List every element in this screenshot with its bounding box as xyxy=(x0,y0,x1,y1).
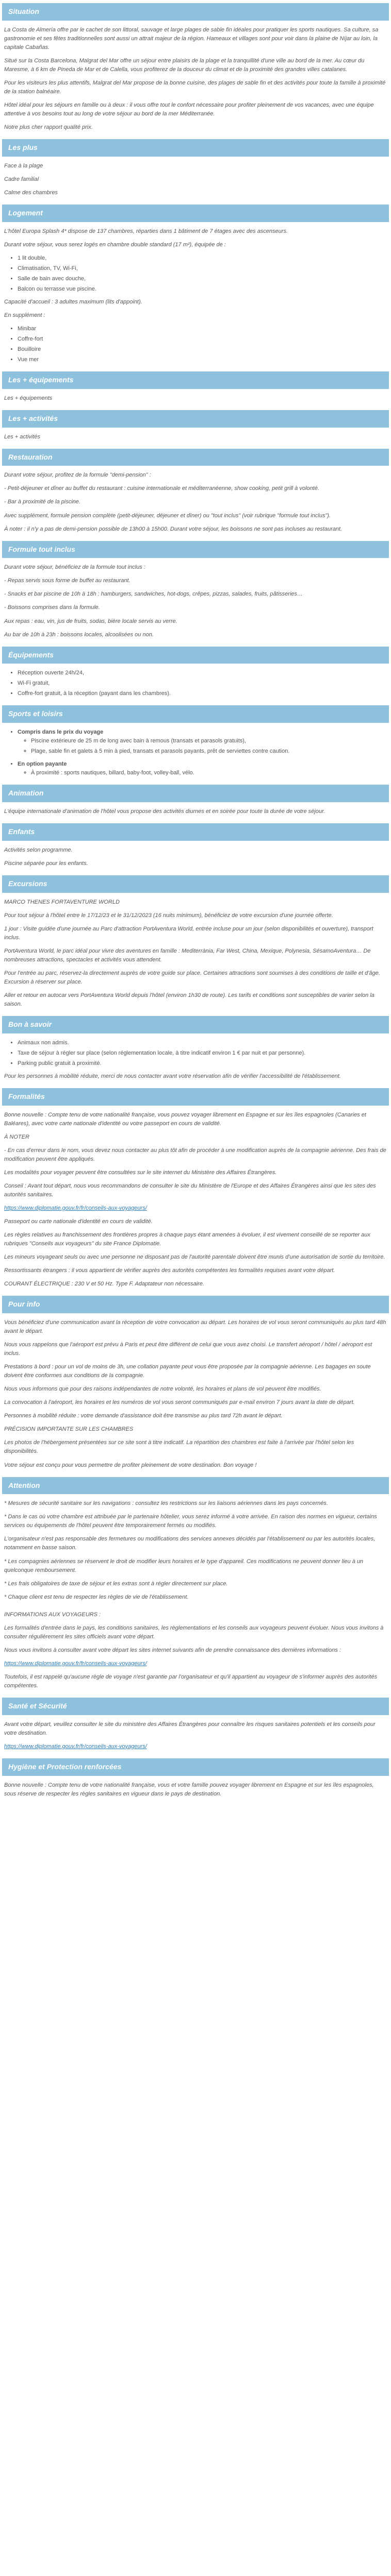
section-equipements-2 xyxy=(0,669,391,698)
list-item: • 1 lit double, xyxy=(18,254,387,263)
excursions-paragraph: 1 jour : Visite guidée d'une journée au Parc d'attraction PortAventura World, entrée incluse pour un jour (selon disponibilités et ouverture), transport inclus. xyxy=(4,925,373,941)
plus-item: Face à la plage xyxy=(4,162,43,169)
list-item xyxy=(18,760,387,777)
sports-free-items xyxy=(18,737,387,756)
info-paragraph: Vous bénéficiez d'une communication avant la réception de votre convocation au départ. Les horaires de vol vous seront communiqués au plus tard 48h avant le départ. xyxy=(4,1319,386,1335)
situation-paragraph: La Costa de Almería offre par le cachet de son littoral, sauvage et large plages de sable fin idéales pour pratiquer les sports nautiques. Sa culture, sa gastronomie et ses fêtes traditionnelles sont aussi un attrait majeur de la région. Hameaux et villages sont pour voir dans la plaine de Níjar au loin, la capitale Cabañas. xyxy=(4,26,379,50)
list-item: ◦ Plage, sable fin et galets à 5 min à pied, transats et parasols payants, prêt de serviettes contre caution. xyxy=(31,747,387,756)
section-attention xyxy=(0,1499,391,1690)
formalites-paragraph: Conseil : Avant tout départ, nous vous recommandons de consulter le site du Ministère de l'Europe et des Affaires Étrangères ainsi que les sites des autorités sanitaires. xyxy=(4,1182,376,1198)
formule-paragraph: - Boissons comprises dans la formule. xyxy=(4,604,100,611)
section-title-info: Pour info xyxy=(2,1296,389,1313)
formule-paragraph: Aux repas : eau, vin, jus de fruits, sodas, bière locale servis au verre. xyxy=(4,618,177,624)
list-item xyxy=(18,728,387,756)
logement-subtitle: En supplément : xyxy=(4,312,45,318)
attention-info-title: INFORMATIONS AUX VOYAGEURS : xyxy=(4,1611,101,1618)
situation-paragraph: Situé sur la Costa Barcelona, Malgrat del Mar offre un séjour entre plaisirs de la plage et la tranquillité d'une ville au bord de la mer. Au cœur du Maresme, à 6 km de Pineda de Mar et de Calella, vous profiterez de la douceur du climat et de la proximité des grandes villes catalanes. xyxy=(4,57,365,73)
sports-free-title: Compris dans le prix du voyage xyxy=(18,729,104,736)
list-item: • Taxe de séjour à régler sur place (selon réglementation locale, à titre indicatif environ 1 € par nuit et par personne). xyxy=(18,1049,387,1058)
activites-text: Les + activités xyxy=(4,433,41,440)
enfants-item: Activités selon programme. xyxy=(4,846,73,853)
logement-list xyxy=(4,254,387,294)
section-sports xyxy=(0,728,391,777)
section-equipements xyxy=(0,394,391,403)
info-paragraph: Les photos de l'hébergement présentées sur ce site sont à titre indicatif. La répartition des chambres est faite à l'arrivée par l'hôtel selon les disponibilités. xyxy=(4,1439,354,1455)
section-title-plus: Les plus xyxy=(2,139,389,157)
list-item: ◦ Piscine extérieure de 25 m de long avec bain à remous (transats et parasols gratuits), xyxy=(31,737,387,745)
logement-extra-list xyxy=(4,325,387,364)
section-title-situation: Situation xyxy=(2,3,389,21)
plus-item: Cadre familial xyxy=(4,176,39,182)
formalites-paragraph: Bonne nouvelle : Compte tenu de votre nationalité française, vous pouvez voyager librement en Espagne et sur les îles espagnoles (Canaries et Baléares), avec votre carte nationale d'identité ou votre passeport en cours de validité. xyxy=(4,1111,366,1127)
section-formule xyxy=(0,563,391,639)
section-title-equipements: Les + équipements xyxy=(2,371,389,389)
list-item: • Minibar xyxy=(18,325,387,333)
formule-paragraph: - Snacks et bar piscine de 10h à 18h : hamburgers, sandwiches, hot-dogs, crêpes, pizzas, salades, fruits, pâtisseries… xyxy=(4,591,303,598)
formalites-paragraph: Ressortissants étrangers : il vous appartient de vérifier auprès des autorités compétentes les formalités requises avant votre départ. xyxy=(4,1267,335,1274)
attention-paragraph: * Dans le cas où votre chambre est attribuée par le partenaire hôtelier, vous serez informé à votre arrivée. En raison des normes en vigueur, certains services ou équipements de l'hôtel peuvent être temporairement fermés ou modifiés. xyxy=(4,1514,377,1529)
situation-paragraph: Notre plus cher rapport qualité prix. xyxy=(4,124,93,131)
excursions-paragraph: Aller et retour en autocar vers PortAventura World depuis l'hôtel (environ 1h30 de route). Les tarifs et conditions sont susceptibles de varier selon la saison. xyxy=(4,992,374,1007)
diplomatie-link[interactable]: https://www.diplomatie.gouv.fr/fr/conseils-aux-voyageurs/ xyxy=(4,1660,147,1667)
restauration-paragraph: Durant votre séjour, profitez de la formule "demi-pension" : xyxy=(4,472,151,479)
formule-paragraph: - Repas servis sous forme de buffet au restaurant. xyxy=(4,578,131,584)
list-item: • Salle de bain avec douche, xyxy=(18,275,387,283)
section-title-logement: Logement xyxy=(2,205,389,222)
equipements-list xyxy=(4,669,387,698)
attention-paragraph: * Chaque client est tenu de respecter les règles de vie de l'établissement. xyxy=(4,1594,189,1600)
section-title-sante: Santé et Sécurité xyxy=(2,1698,389,1715)
section-title-formalites: Formalités xyxy=(2,1088,389,1106)
info-precision-title: PRÉCISION IMPORTANTE SUR LES CHAMBRES xyxy=(4,1426,134,1433)
formalites-paragraph: COURANT ÉLECTRIQUE : 230 V et 50 Hz. Type F. Adaptateur non nécessaire. xyxy=(4,1281,205,1287)
attention-paragraph: Les formalités d'entrée dans le pays, les conditions sanitaires, les règlementations et les conseils aux voyageurs peuvent évoluer. Nous vous invitons à consulter régulièrement les sites officiels avant votre départ. xyxy=(4,1624,384,1640)
plus-item: Calme des chambres xyxy=(4,189,58,196)
info-paragraph: Nous vous rappelons que l'aéroport est prévu à Paris et peut être différent de celui que vous avez choisi. Le transfert aéroport / hôtel / aéroport est inclus. xyxy=(4,1342,372,1357)
list-item: • Animaux non admis. xyxy=(18,1039,387,1047)
sports-free-list xyxy=(4,728,387,777)
equipements-text: Les + équipements xyxy=(4,395,53,401)
logement-paragraph: Capacité d'accueil : 3 adultes maximum (lits d'appoint). xyxy=(4,298,142,305)
section-title-bon-a-savoir: Bon à savoir xyxy=(2,1016,389,1033)
info-paragraph: Prestations à bord : pour un vol de moins de 3h, une collation payante peut vous être proposée par la compagnie aérienne. Les bagages en soute doivent être conformes aux conditions de la compagnie. xyxy=(4,1364,371,1379)
excursions-heading: MARCO THENES FORTAVENTURE WORLD xyxy=(4,899,120,905)
section-info xyxy=(0,1318,391,1470)
list-item: • Wi-Fi gratuit, xyxy=(18,679,387,688)
section-situation xyxy=(0,26,391,132)
info-paragraph: Personnes à mobilité réduite : votre demande d'assistance doit être transmise au plus tard 72h avant le départ. xyxy=(4,1413,283,1419)
info-paragraph: La convocation à l'aéroport, les horaires et les numéros de vol vous seront communiqués par e-mail environ 7 jours avant la date de départ. xyxy=(4,1399,355,1406)
attention-paragraph: Toutefois, il est rappelé qu'aucune règle de voyage n'est garantie par l'organisateur et qu'il appartient au voyageur de s'informer auprès des autorités compétentes. xyxy=(4,1673,378,1689)
sante-paragraph: Avant votre départ, veuillez consulter le site du ministère des Affaires Étrangères pour connaître les risques sanitaires potentiels et les conseils pour votre destination. xyxy=(4,1721,376,1736)
section-title-formule: Formule tout inclus xyxy=(2,541,389,558)
list-item: • Climatisation, TV, Wi-Fi, xyxy=(18,264,387,273)
section-sante xyxy=(0,1720,391,1751)
formalites-paragraph: Les modalités pour voyager peuvent être consultées sur le site internet du Ministère des Affaires Étrangères. xyxy=(4,1169,277,1176)
attention-paragraph: * Les frais obligatoires de taxe de séjour et les extras sont à régler directement sur place. xyxy=(4,1580,228,1587)
formalites-paragraph: Les mineurs voyageant seuls ou avec une personne ne disposant pas de l'autorité parentale doivent être munis d'une autorisation de sortie du territoire. xyxy=(4,1254,385,1261)
diplomatie-link[interactable]: https://www.diplomatie.gouv.fr/fr/conseils-aux-voyageurs/ xyxy=(4,1743,147,1750)
sports-paid-title: En option payante xyxy=(18,761,67,768)
section-formalites xyxy=(0,1111,391,1289)
formalites-paragraph: - En cas d'erreur dans le nom, vous devez nous contacter au plus tôt afin de procéder à une modification auprès de la compagnie aérienne. Des frais de modification peuvent être appliqués. xyxy=(4,1147,386,1162)
section-bon-a-savoir xyxy=(0,1039,391,1081)
section-title-hygiene: Hygiène et Protection renforcées xyxy=(2,1758,389,1776)
section-title-restauration: Restauration xyxy=(2,449,389,466)
section-title-enfants: Enfants xyxy=(2,823,389,841)
section-restauration xyxy=(0,471,391,533)
list-item: • Balcon ou terrasse vue piscine. xyxy=(18,285,387,294)
formule-paragraph: Durant votre séjour, bénéficiez de la formule tout inclus : xyxy=(4,564,145,571)
attention-paragraph: * Les compagnies aériennes se réservent le droit de modifier leurs horaires et le type d'appareil. Ces modifications ne peuvent donner lieu à un quelconque remboursement. xyxy=(4,1558,364,1573)
bon-a-savoir-list xyxy=(4,1039,387,1068)
section-animation xyxy=(0,807,391,816)
situation-paragraph: Hôtel idéal pour les séjours en famille ou à deux : il vous offre tout le confort nécessaire pour profiter pleinement de vos vacances, avec une équipe attentive à vos besoins tout au long de votre séjour au bord de la mer Méditerranée. xyxy=(4,102,374,117)
list-item: • Parking public gratuit à proximité. xyxy=(18,1059,387,1068)
list-item: • Coffre-fort gratuit, à la réception (payant dans les chambres). xyxy=(18,689,387,698)
section-excursions xyxy=(0,898,391,1009)
section-title-animation: Animation xyxy=(2,785,389,802)
section-enfants xyxy=(0,846,391,868)
section-title-excursions: Excursions xyxy=(2,875,389,893)
list-item: • Réception ouverte 24h/24, xyxy=(18,669,387,677)
animation-paragraph: L'équipe internationale d'animation de l'hôtel vous propose des activités diurnes et en soirée pour toute la durée de votre séjour. xyxy=(4,808,325,815)
attention-paragraph: L'organisateur n'est pas responsable des fermetures ou modifications des services annexes décidés par l'établissement ou par les autorités locales, notamment en basse saison. xyxy=(4,1536,376,1551)
excursions-paragraph: Pour l'entrée au parc, réservez-la directement auprès de votre guide sur place. Certaines attractions sont soumises à des conditions de taille et d'âge. Excursion à réserver sur place. xyxy=(4,970,380,985)
section-title-attention: Attention xyxy=(2,1477,389,1495)
section-title-sports: Sports et loisirs xyxy=(2,705,389,723)
attention-paragraph: * Mesures de sécurité sanitaire sur les navigations : consultez les restrictions sur les liaisons aériennes dans les pays concernés. xyxy=(4,1500,328,1507)
section-activites xyxy=(0,433,391,442)
excursions-paragraph: Pour tout séjour à l'hôtel entre le 17/12/23 et le 31/12/2023 (16 nuits minimum), bénéficiez de votre excursion d'une journée offerte. xyxy=(4,912,333,919)
formalites-note-title: À NOTER xyxy=(4,1133,29,1140)
restauration-paragraph: Avec supplément, formule pension complète (petit-déjeuner, déjeuner et dîner) ou "tout inclus" (voir rubrique "formule tout inclus"). xyxy=(4,512,331,519)
formalites-paragraph: Les règles relatives au franchissement des frontières propres à chaque pays étant amenées à évoluer, il est vivement conseillé de se reporter aux rubriques "Conseils aux voyageurs" du site France Diplomatie. xyxy=(4,1232,370,1247)
enfants-item: Piscine séparée pour les enfants. xyxy=(4,860,88,867)
section-title-activites: Les + activités xyxy=(2,410,389,428)
restauration-paragraph: À noter : il n'y a pas de demi-pension possible de 13h00 à 15h00. Durant votre séjour, les boissons ne sont pas incluses au restaurant. xyxy=(4,526,343,532)
restauration-paragraph: - Petit-déjeuner et dîner au buffet du restaurant : cuisine internationale et méditerranéenne, show cooking, petit grill à volonté. xyxy=(4,485,319,492)
restauration-paragraph: - Bar à proximité de la piscine. xyxy=(4,499,80,505)
list-item: • Coffre-fort xyxy=(18,335,387,344)
section-title-equipements-2: Équipements xyxy=(2,647,389,664)
situation-paragraph: Pour les visiteurs les plus attentifs, Malgrat del Mar propose de la bonne cuisine, des plages de sable fin et des activités pour toute la famille à proximité de la station balnéaire. xyxy=(4,79,386,95)
bon-a-savoir-paragraph: Pour les personnes à mobilité réduite, merci de nous contacter avant votre réservation afin de vérifier l'accessibilité de l'établissement. xyxy=(4,1073,341,1079)
diplomatie-link[interactable]: https://www.diplomatie.gouv.fr/fr/conseils-aux-voyageurs/ xyxy=(4,1205,147,1211)
section-hygiene xyxy=(0,1781,391,1799)
list-item: • Bouilloire xyxy=(18,345,387,354)
list-item: ◦ À proximité : sports nautiques, billard, baby-foot, volley-ball, vélo. xyxy=(31,769,387,777)
logement-paragraph: Durant votre séjour, vous serez logés en chambre double standard (17 m²), équipée de : xyxy=(4,241,226,248)
hygiene-paragraph: Bonne nouvelle : Compte tenu de votre nationalité française, vous et votre famille pouvez voyager librement en Espagne et sur les îles espagnoles, sous réserve de respecter les règles sanitaires en vigueur dans le pays de destination. xyxy=(4,1782,374,1797)
info-paragraph: Votre séjour est conçu pour vous permettre de profiter pleinement de votre destination. Bon voyage ! xyxy=(4,1462,257,1468)
logement-paragraph: L'hôtel Europa Splash 4* dispose de 137 chambres, réparties dans 1 bâtiment de 7 étages avec des ascenseurs. xyxy=(4,228,288,234)
list-item: • Vue mer xyxy=(18,355,387,364)
formalites-paragraph: Passeport ou carte nationale d'identité en cours de validité. xyxy=(4,1218,153,1225)
attention-paragraph: Nous vous invitons à consulter avant votre départ les sites internet suivants afin de prendre connaissance des dernières informations : xyxy=(4,1647,341,1653)
section-plus xyxy=(0,162,391,197)
info-paragraph: Nous vous informons que pour des raisons indépendantes de notre volonté, les horaires et plans de vol peuvent être modifiés. xyxy=(4,1386,321,1393)
section-logement xyxy=(0,227,391,365)
sports-paid-items xyxy=(18,769,387,777)
formule-paragraph: Au bar de 10h à 23h : boissons locales, alcoolisées ou non. xyxy=(4,631,154,638)
excursions-paragraph: PortAventura World, le parc idéal pour vivre des aventures en famille : Mediterrània, Far West, China, Mexique, Polynesia, SésamoAventura… De nombreuses attractions, spectacles et activités vous attendent. xyxy=(4,947,371,963)
